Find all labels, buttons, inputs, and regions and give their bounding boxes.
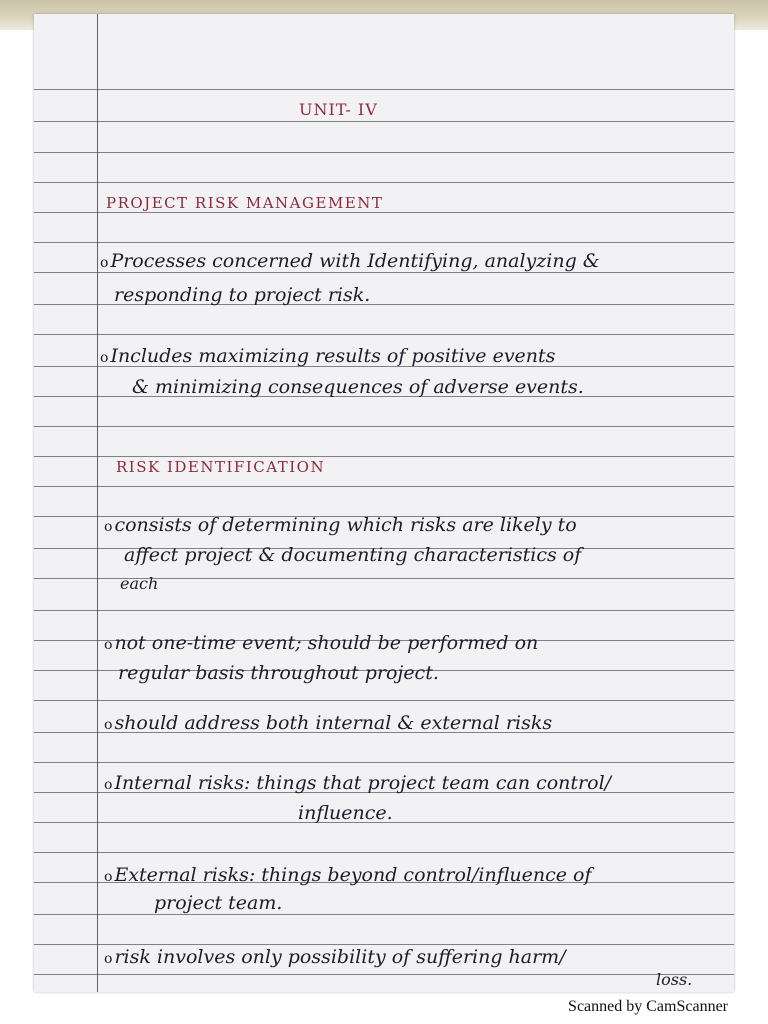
ruled-line [34,456,734,457]
note-text: should address both internal & external risks [114,712,553,734]
note-text: Includes maximizing results of positive events [110,345,556,367]
ruled-line [34,334,734,335]
ruled-line [34,700,734,701]
ruled-line [34,272,734,273]
ruled-line [34,762,734,763]
note-line: affect project & documenting characteristics of [124,544,582,566]
note-text: risk involves only possibility of suffering harm/ [114,946,566,968]
ruled-line [34,610,734,611]
ruled-line [34,212,734,213]
note-line: loss. [656,970,693,989]
note-text: Processes concerned with Identifying, analyzing & [110,250,600,272]
bullet-icon: o [100,255,109,271]
note-text: consists of determining which risks are likely to [114,514,577,536]
note-line [100,345,555,367]
note-line: project team. [154,892,283,914]
bullet-icon: o [104,869,113,885]
ruled-line [34,121,734,122]
bullet-icon: o [104,637,113,653]
page-title: UNIT- IV [299,100,378,119]
ruled-line [34,426,734,427]
note-line [104,632,538,654]
bullet-icon: o [104,777,113,793]
note-line [104,946,566,968]
section-heading-risk-management: PROJECT RISK MANAGEMENT [106,194,384,212]
note-line [104,864,592,886]
ruled-line [34,852,734,853]
note-text: not one-time event; should be performed on [114,632,539,654]
note-text: Internal risks: things that project team can control/ [114,772,612,794]
ruled-line [34,89,734,90]
section-heading-risk-identification: RISK IDENTIFICATION [116,458,326,476]
ruled-line [34,182,734,183]
notebook-page [34,14,734,992]
note-line: & minimizing consequences of adverse events. [132,376,584,398]
margin-line [97,14,98,992]
note-line [104,514,577,536]
bullet-icon: o [100,350,109,366]
note-line [100,250,600,272]
bullet-icon: o [104,951,113,967]
note-line: regular basis throughout project. [118,662,439,684]
note-line: influence. [298,802,393,824]
note-line [104,712,552,734]
ruled-line [34,944,734,945]
ruled-line [34,152,734,153]
note-line [104,772,611,794]
ruled-line [34,974,734,975]
bullet-icon: o [104,717,113,733]
ruled-line [34,914,734,915]
ruled-line [34,242,734,243]
note-line: each [120,574,159,593]
ruled-line [34,486,734,487]
note-text: External risks: things beyond control/influence of [114,864,592,886]
scanner-watermark: Scanned by CamScanner [568,998,728,1015]
bullet-icon: o [104,519,113,535]
note-line: responding to project risk. [114,284,371,306]
